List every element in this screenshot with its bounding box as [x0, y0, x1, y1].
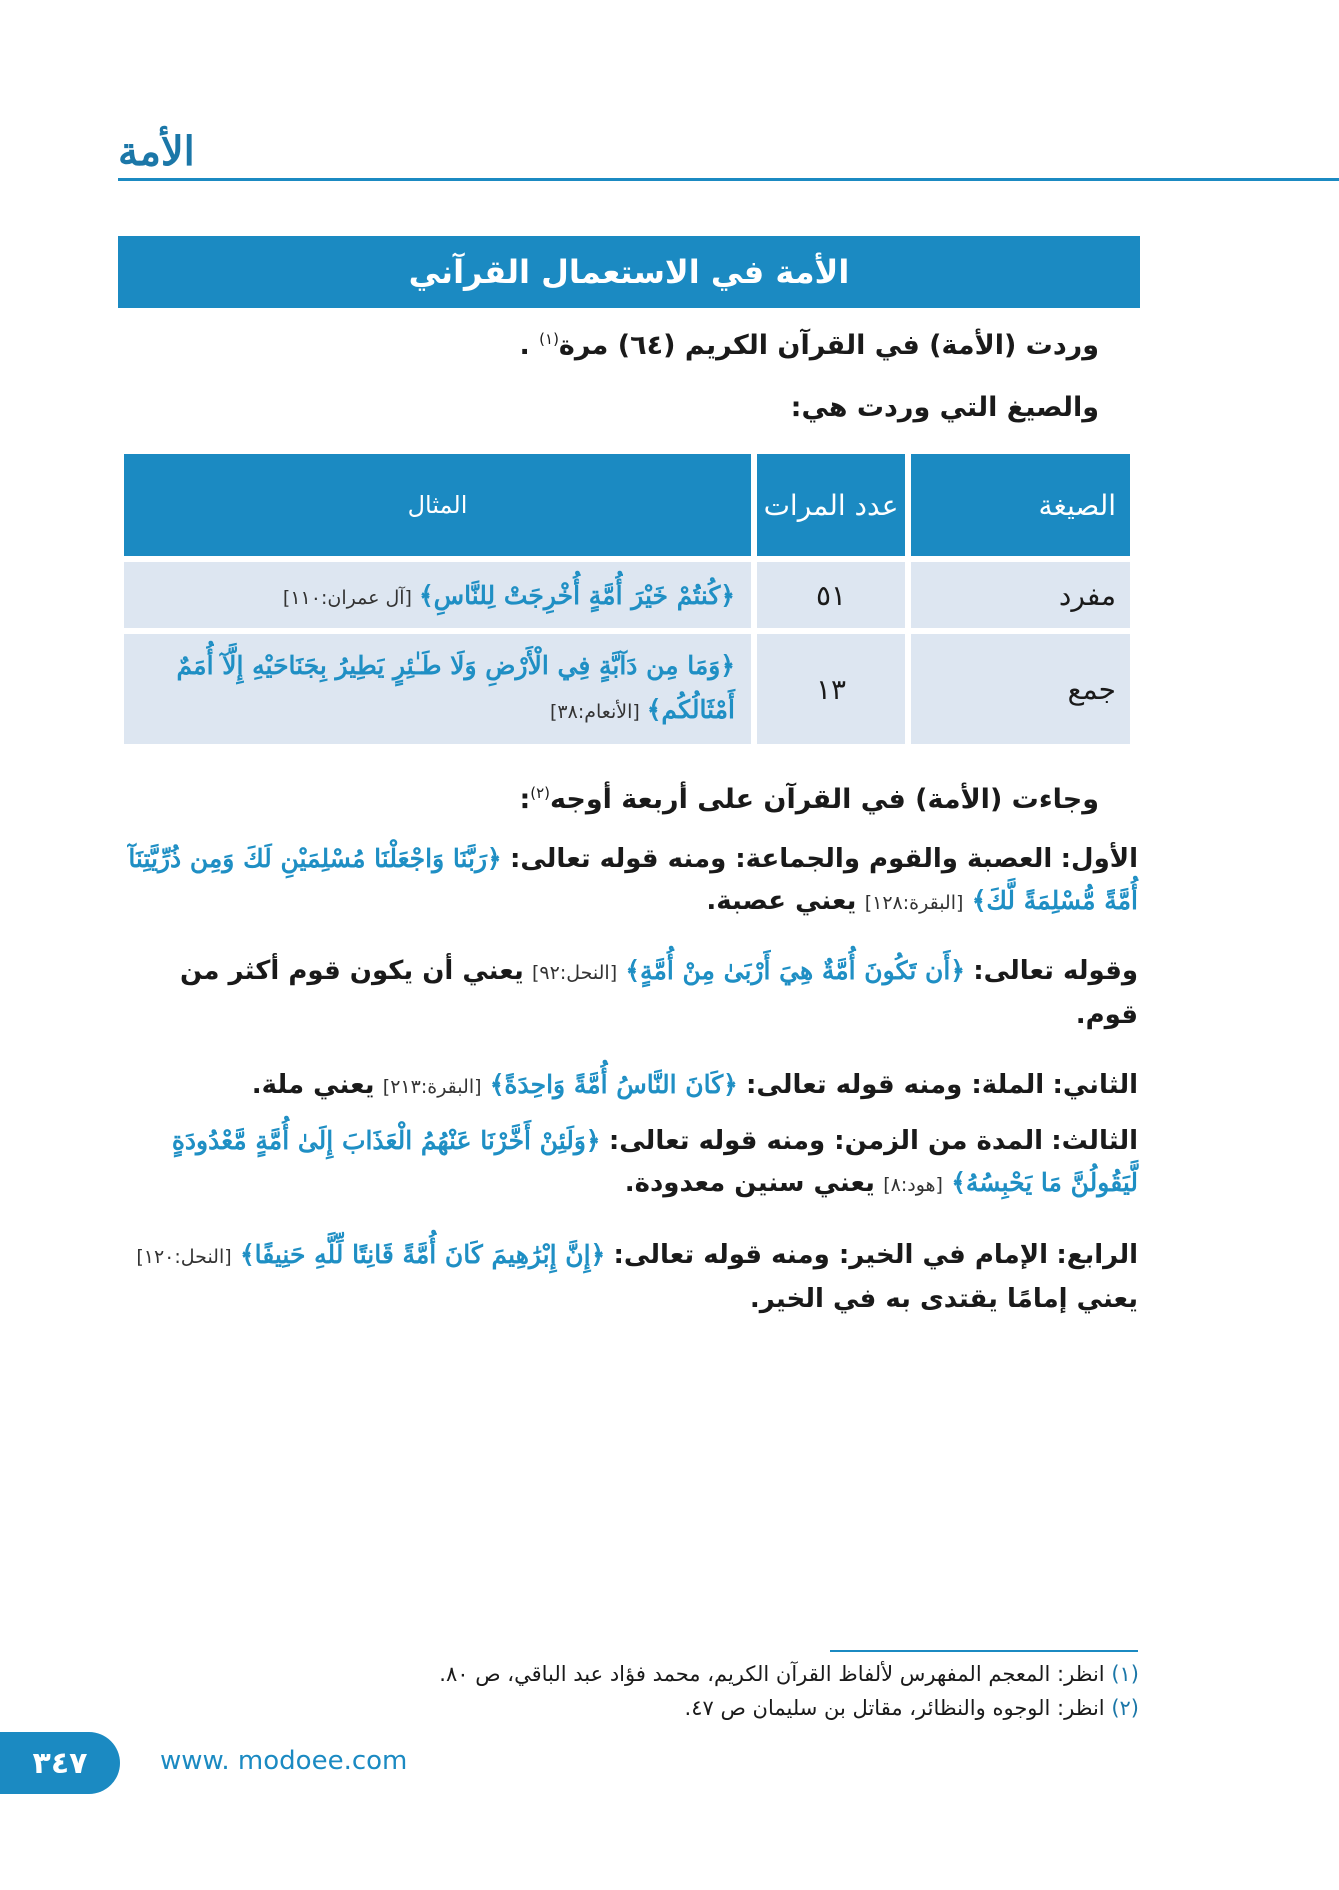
- row-example: [124, 634, 751, 744]
- banner-title: الأمة في الاستعمال القرآني: [408, 253, 850, 291]
- footnote-ref-2[interactable]: (٢): [530, 784, 551, 802]
- verse-ref: [النحل:١٢٠]: [136, 1246, 232, 1268]
- verse: ﴿كَانَ النَّاسُ أُمَّةً وَاحِدَةً﴾: [489, 1070, 738, 1099]
- row-count: ١٣: [757, 634, 905, 744]
- header-count: عدد المرات: [757, 454, 905, 556]
- table-row: [124, 634, 1130, 744]
- footnote-text: انظر: المعجم المفهرس لألفاظ القرآن الكريم، محمد فؤاد عبد الباقي، ص ٨٠.: [439, 1662, 1105, 1686]
- meaning-after: يعني ملة.: [251, 1070, 375, 1100]
- footnote-number: (١): [1111, 1662, 1139, 1686]
- meaning-text: المدة من الزمن: ومنه قوله تعالى:: [608, 1126, 1043, 1156]
- footnote-number: (٢): [1111, 1696, 1139, 1720]
- verse-ref: [البقرة:١٢٨]: [864, 892, 964, 914]
- meaning-label: الأول:: [1060, 844, 1138, 874]
- meaning-after: يعني أن يكون قوم أكثر من قوم.: [179, 956, 1138, 1030]
- meaning-text: الملة: ومنه قوله تعالى:: [746, 1070, 1045, 1100]
- verse: ﴿رَبَّنَا وَاجْعَلْنَا مُسْلِمَيْنِ لَكَ وَمِن ذُرِّيَّتِنَآ أُمَّةً مُّسْلِمَةً لَّكَ﴾: [128, 844, 1138, 915]
- forms-table: [118, 448, 1136, 750]
- row-form: مفرد: [911, 562, 1130, 628]
- meaning-text: العصبة والقوم والجماعة: ومنه قوله تعالى:: [509, 844, 1053, 874]
- meaning-after: يعني عصبة.: [706, 886, 857, 916]
- meanings-intro: وجاءت (الأمة) في القرآن على أربعة أوجه$^{(٢)}$:: [519, 784, 1099, 815]
- verse-ref: [الأنعام:٣٨]: [550, 701, 640, 723]
- intro-line-2: والصيغ التي وردت هي:: [790, 392, 1099, 423]
- meaning-3: [118, 1120, 1138, 1206]
- verse-ref: [النحل:٩٢]: [532, 962, 618, 984]
- meaning-after: يعني سنين معدودة.: [624, 1168, 875, 1198]
- footnote-1: [439, 1662, 1139, 1686]
- footnote-ref-1[interactable]: (١): [539, 330, 559, 348]
- meaning-text: الإمام في الخير: ومنه قوله تعالى:: [613, 1240, 1049, 1270]
- meaning-label: الثالث:: [1051, 1126, 1138, 1156]
- meaning-text: وقوله تعالى:: [973, 956, 1138, 986]
- verse: ﴿كُنتُمْ خَيْرَ أُمَّةٍ أُخْرِجَتْ لِلنَّاسِ﴾: [418, 580, 735, 610]
- verse: ﴿أَن تَكُونَ أُمَّةٌ هِيَ أَرْبَىٰ مِنْ أُمَّةٍ﴾: [625, 956, 965, 985]
- meaning-label: الرابع:: [1056, 1240, 1138, 1270]
- footnote-text: انظر: الوجوه والنظائر، مقاتل بن سليمان ص ٤٧.: [684, 1696, 1105, 1720]
- running-header: الأمة: [118, 128, 195, 175]
- meaning-1: [118, 838, 1138, 924]
- row-count: ٥١: [757, 562, 905, 628]
- website-link[interactable]: www. modoee.com: [160, 1746, 408, 1776]
- footnote-2: [685, 1696, 1139, 1720]
- page-number: ٣٤٧: [0, 1732, 120, 1794]
- table-row: [124, 562, 1130, 628]
- meaning-4: [118, 1234, 1138, 1320]
- row-form: جمع: [911, 634, 1130, 744]
- row-example: [124, 562, 751, 628]
- verse: ﴿وَلَئِنْ أَخَّرْنَا عَنْهُمُ الْعَذَابَ إِلَىٰ أُمَّةٍ مَّعْدُودَةٍ لَّيَقُولُنَّ مَا يَحْبِسُهُ﴾: [171, 1126, 1138, 1197]
- verse-ref: [آل عمران:١١٠]: [282, 586, 412, 609]
- section-banner: [118, 236, 1140, 308]
- header-example: المثال: [124, 454, 751, 556]
- footnote-rule: [830, 1650, 1138, 1652]
- verse-ref: [البقرة:٢١٣]: [382, 1076, 482, 1098]
- verse: ﴿إِنَّ إِبْرَٰهِيمَ كَانَ أُمَّةً قَانِتًا لِّلَّهِ حَنِيفًا﴾: [239, 1240, 606, 1269]
- verse: ﴿وَمَا مِن دَآبَّةٍ فِي الْأَرْضِ وَلَا طَـٰئِرٍ يَطِيرُ بِجَنَاحَيْهِ إِلَّآ أُمَمٌ أَمْثَالُكُم﴾: [176, 651, 735, 724]
- meaning-2: [118, 1064, 1138, 1108]
- header-rule: [118, 178, 1339, 181]
- intro-line-1: وردت (الأمة) في القرآن الكريم (٦٤) مرة$^{(١)}$ .: [519, 330, 1099, 361]
- header-form: الصيغة: [911, 454, 1130, 556]
- meaning-1b: [118, 950, 1138, 1036]
- meaning-label: الثاني:: [1052, 1070, 1138, 1100]
- meaning-after: يعني إمامًا يقتدى به في الخير.: [749, 1284, 1138, 1314]
- verse-ref: [هود:٨]: [883, 1174, 943, 1196]
